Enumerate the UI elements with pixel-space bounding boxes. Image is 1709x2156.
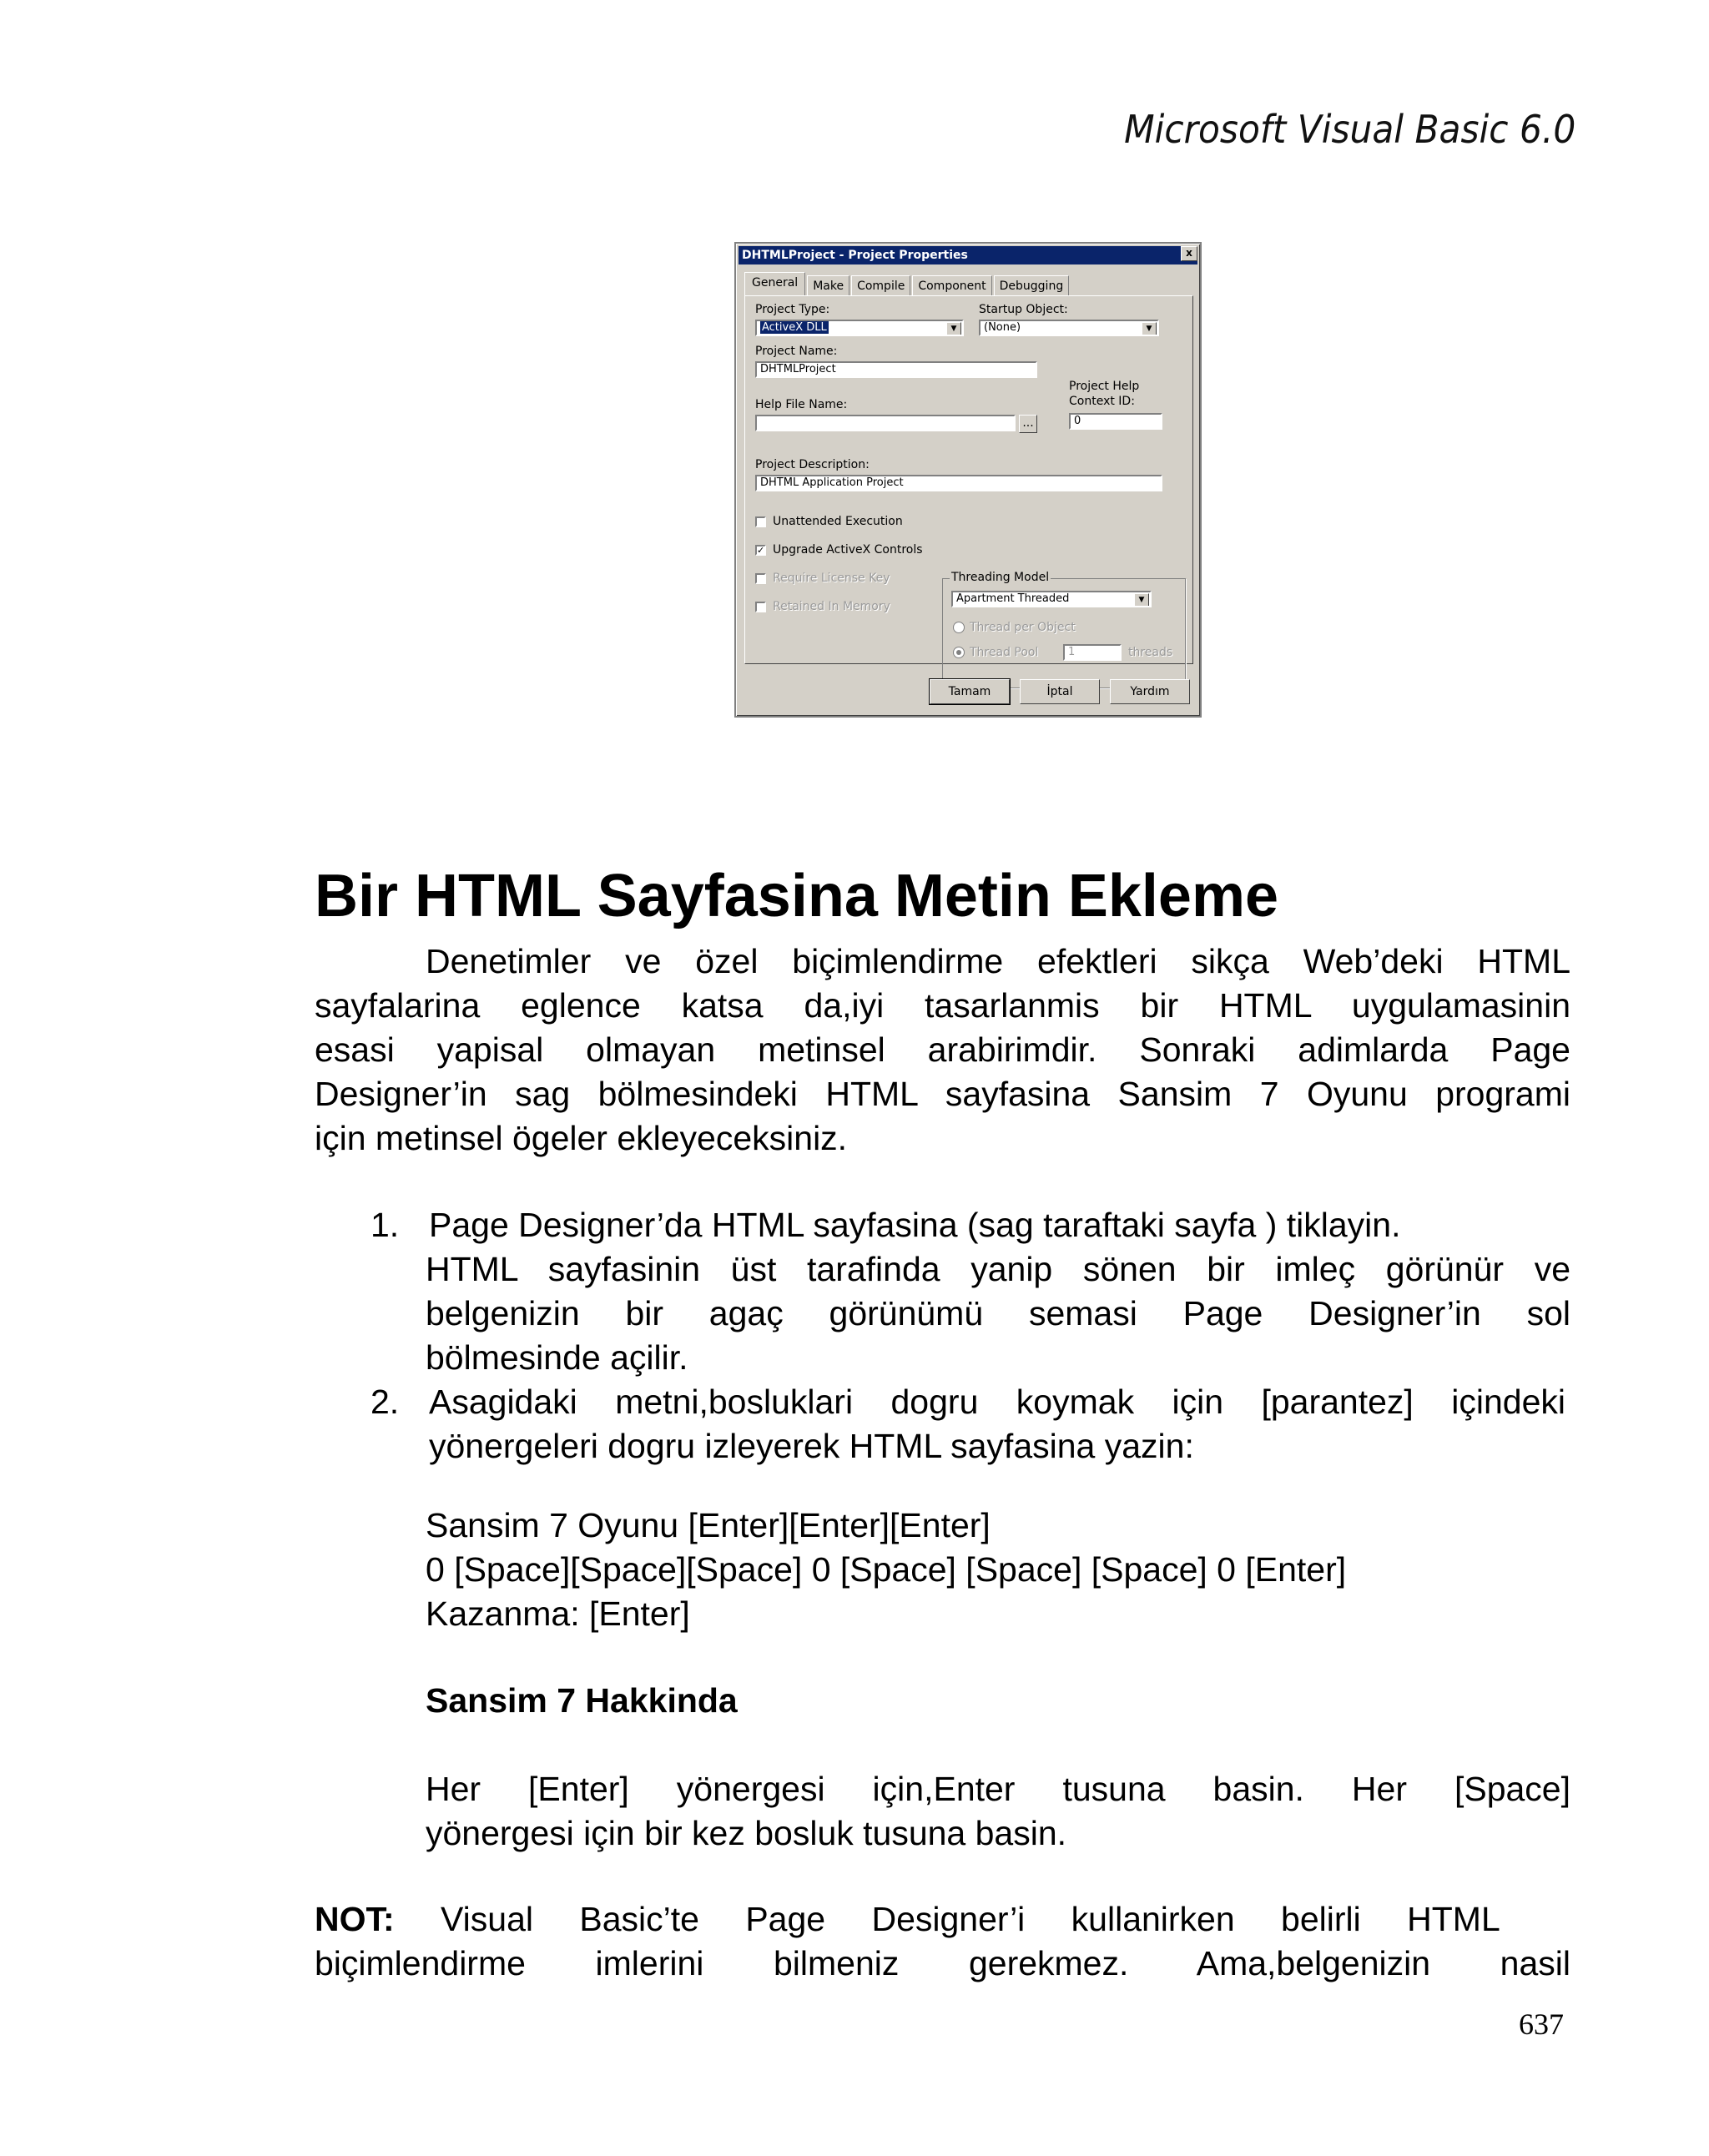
note-label: NOT: — [315, 1900, 395, 1938]
checkbox-label: Retained In Memory — [773, 600, 890, 613]
intro-line-5: için metinsel ögeler ekleyeceksiniz. — [315, 1119, 848, 1157]
project-type-label: Project Type: — [755, 303, 830, 316]
description-label: Project Description: — [755, 458, 870, 471]
step-2-number: 2. — [371, 1383, 400, 1421]
typed-text-line-1: Sansim 7 Oyunu [Enter][Enter][Enter] — [426, 1506, 991, 1544]
dialog-title: DHTMLProject - Project Properties — [739, 246, 1197, 264]
checkbox-label: Upgrade ActiveX Controls — [773, 543, 923, 557]
upgrade-activex-checkbox[interactable] — [755, 543, 923, 557]
thread-count-field: 1 — [1063, 644, 1122, 661]
step-1-line-2: HTML sayfasinin üst tarafinda yanip sönen bir imleç görünür ve — [426, 1250, 1570, 1288]
help-context-label-line2: Context ID: — [1069, 395, 1135, 408]
startup-object-value: (None) — [984, 321, 1021, 334]
tab-strip — [744, 275, 1071, 296]
intro-line-4: Designer’in sag bölmesindeki HTML sayfasina Sansim 7 Oyunu programi — [315, 1075, 1570, 1113]
typed-text-line-2: 0 [Space][Space][Space] 0 [Space] [Space] [Space] 0 [Enter] — [426, 1550, 1347, 1589]
close-icon[interactable]: x — [1181, 246, 1197, 261]
tab-component[interactable]: Component — [912, 275, 991, 296]
checkbox-box[interactable] — [755, 516, 766, 527]
step-2-line-2: yönergeleri dogru izleyerek HTML sayfasina yazin: — [429, 1427, 1194, 1465]
help-context-label-line1: Project Help — [1069, 380, 1140, 393]
threading-model-group — [942, 571, 1186, 688]
page-number: 637 — [1519, 2007, 1564, 2041]
project-properties-dialog — [734, 242, 1202, 718]
tab-general[interactable]: General — [744, 272, 805, 296]
chevron-down-icon[interactable]: ▼ — [946, 322, 961, 335]
project-name-label: Project Name: — [755, 345, 838, 358]
radio-label: Thread Pool — [970, 646, 1039, 659]
chevron-down-icon[interactable]: ▼ — [1142, 322, 1157, 335]
checkbox-box[interactable]: ✓ — [757, 544, 765, 556]
cancel-button[interactable]: İptal — [1020, 679, 1100, 704]
chevron-down-icon[interactable]: ▼ — [1134, 593, 1149, 607]
tab-make[interactable]: Make — [807, 275, 849, 296]
startup-object-select[interactable] — [979, 320, 1159, 336]
thread-per-object-radio — [953, 621, 1076, 634]
description-field[interactable]: DHTML Application Project — [755, 475, 1162, 491]
step-1-line-1: Page Designer’da HTML sayfasina (sag taraftaki sayfa ) tiklayin. — [429, 1206, 1401, 1244]
project-type-select[interactable] — [755, 320, 964, 336]
startup-object-label: Startup Object: — [979, 303, 1068, 316]
thread-pool-radio — [953, 646, 1038, 659]
ok-button[interactable]: Tamam — [930, 679, 1010, 704]
running-header: Microsoft Visual Basic 6.0 — [1123, 107, 1575, 152]
help-context-field[interactable]: 0 — [1069, 413, 1162, 430]
threading-model-title: Threading Model — [951, 571, 1050, 584]
instruction-line-2: yönergesi için bir kez bosluk tusuna basin. — [426, 1814, 1067, 1852]
step-1-line-4: bölmesinde açilir. — [426, 1338, 688, 1377]
radio-label: Thread per Object — [970, 621, 1076, 634]
step-1-line-3: belgenizin bir agaç görünümü semasi Page Designer’in sol — [426, 1294, 1570, 1332]
radio-circle — [953, 647, 965, 658]
intro-line-2: sayfalarina eglence katsa da,iyi tasarlanmis bir HTML uygulamasinin — [315, 986, 1570, 1025]
help-file-field[interactable] — [755, 415, 1016, 431]
checkbox-label: Unattended Execution — [773, 515, 903, 528]
note-text-1: Visual Basic’te Page Designer’i kullanirken belirli HTML — [394, 1900, 1500, 1938]
intro-line-1: Denetimler ve özel biçimlendirme efektleri sikça Web’deki HTML — [426, 942, 1570, 980]
threads-label: threads — [1128, 646, 1173, 659]
checkbox-label: Require License Key — [773, 572, 890, 585]
step-1-number: 1. — [371, 1206, 400, 1244]
threading-model-select[interactable] — [951, 591, 1152, 607]
radio-circle — [953, 622, 965, 633]
step-2-line-1: Asagidaki metni,bosluklari dogru koymak için [parantez] içindeki — [429, 1383, 1565, 1421]
section-heading: Bir HTML Sayfasina Metin Ekleme — [315, 863, 1279, 929]
instruction-line-1: Her [Enter] yönergesi için,Enter tusuna basin. Her [Space] — [426, 1770, 1570, 1808]
general-panel — [744, 295, 1193, 664]
browse-button[interactable]: ... — [1019, 415, 1037, 433]
unattended-execution-checkbox[interactable] — [755, 515, 903, 528]
checkbox-box — [755, 573, 766, 584]
help-file-label: Help File Name: — [755, 398, 848, 411]
tab-compile[interactable]: Compile — [851, 275, 910, 296]
note-line-1 — [315, 1897, 1570, 1942]
retained-in-memory-checkbox — [755, 600, 890, 613]
intro-line-3: esasi yapisal olmayan metinsel arabirimdir. Sonraki adimlarda Page — [315, 1030, 1570, 1069]
project-type-value: ActiveX DLL — [762, 321, 827, 334]
threading-model-value: Apartment Threaded — [956, 592, 1070, 605]
note-line-2: biçimlendirme imlerini bilmeniz gerekmez. Ama,belgenizin nasil — [315, 1944, 1570, 1982]
checkbox-box — [755, 602, 766, 612]
help-button[interactable]: Yardım — [1110, 679, 1190, 704]
require-license-checkbox — [755, 572, 890, 585]
project-name-field[interactable]: DHTMLProject — [755, 361, 1037, 378]
tab-debugging[interactable]: Debugging — [994, 275, 1070, 296]
subheading: Sansim 7 Hakkinda — [426, 1681, 738, 1720]
typed-text-line-3: Kazanma: [Enter] — [426, 1594, 690, 1633]
